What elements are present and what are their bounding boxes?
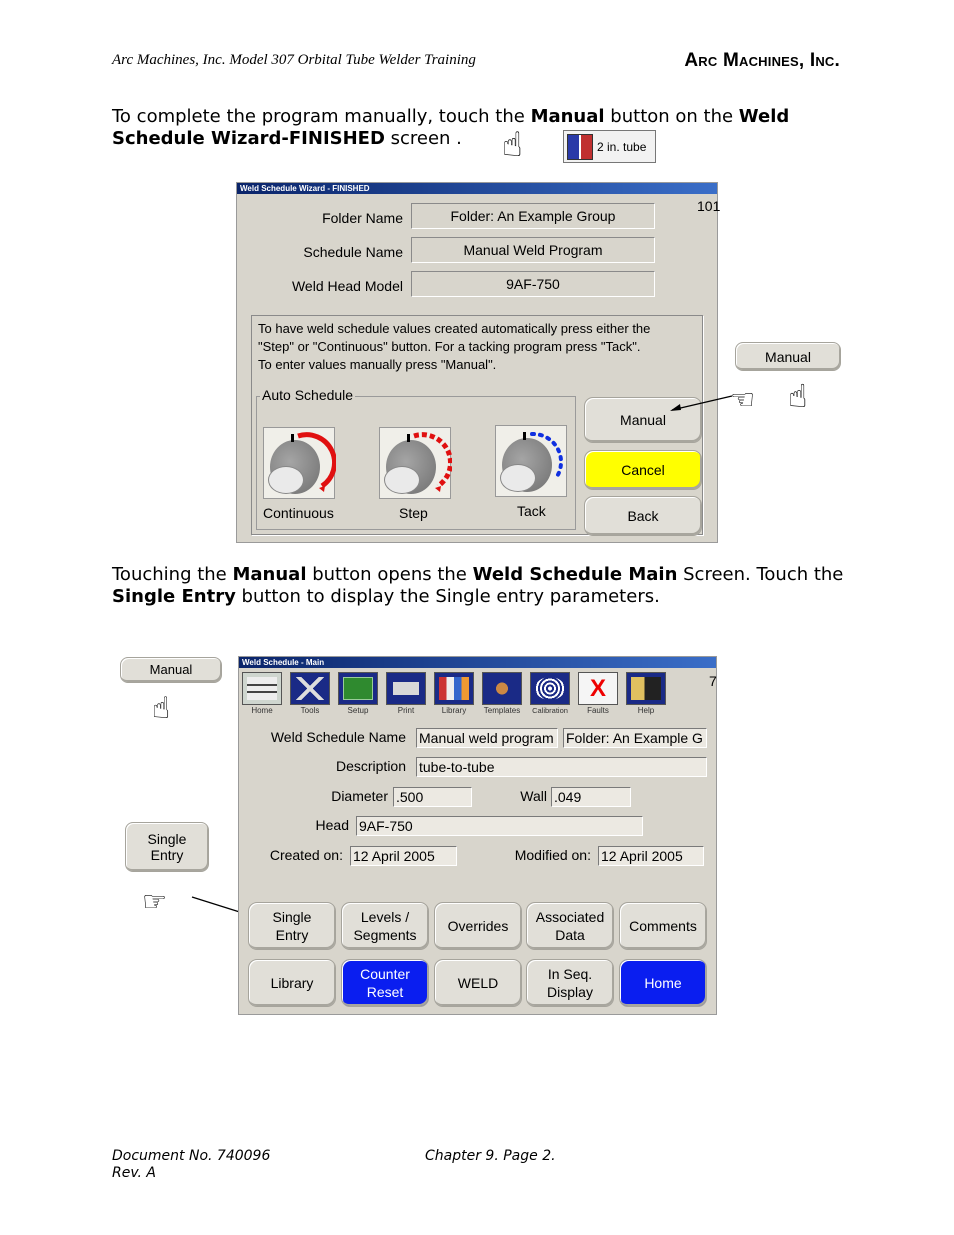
back-button[interactable]: Back	[584, 496, 702, 536]
help-icon[interactable]	[626, 672, 666, 705]
pointing-hand-icon: ☞	[142, 885, 168, 918]
schedule-name-field[interactable]: Manual Weld Program	[411, 237, 655, 263]
schedule-name-label: Schedule Name	[303, 244, 403, 260]
info-text: To have weld schedule values created automatically press either the "Step" or "Continuous" button. For a tacking program press "Tack". To enter values manually press "Manual".	[258, 321, 651, 372]
header-left: Arc Machines, Inc. Model 307 Orbital Tube Welder Training	[112, 52, 476, 68]
wizard-finished-window	[236, 182, 721, 543]
home-button[interactable]: Home	[619, 959, 707, 1007]
toolbar-label: Home	[251, 706, 273, 715]
touch-hand-icon: ☝	[152, 691, 171, 726]
comments-button[interactable]: Comments	[619, 902, 707, 950]
side-manual-button[interactable]: Manual	[735, 342, 841, 371]
weld-button[interactable]: WELD	[434, 959, 522, 1007]
setup-icon[interactable]	[338, 672, 378, 705]
folder-name-label: Folder Name	[322, 210, 403, 226]
in-seq-display-button[interactable]: In Seq. Display	[526, 959, 614, 1007]
toolbar-label: Templates	[483, 706, 521, 715]
associated-data-button[interactable]: Associated Data	[526, 902, 614, 950]
footer-document: Document No. 740096 Rev. A	[112, 1148, 271, 1181]
diameter-label: Diameter	[331, 788, 388, 804]
toolbar-label: Help	[637, 706, 655, 715]
calibration-icon[interactable]	[530, 672, 570, 705]
tack-label: Tack	[517, 503, 546, 519]
weld-head-model-field[interactable]: 9AF-750	[411, 271, 655, 297]
weld-head-model-label: Weld Head Model	[291, 278, 403, 294]
touch-hand-icon: ☝	[788, 377, 808, 415]
toolbar-label: Tools	[300, 706, 320, 715]
faults-icon[interactable]: X	[578, 672, 618, 705]
toolbar-label: Library	[441, 706, 467, 715]
description-field[interactable]: tube-to-tube	[416, 757, 707, 777]
description-label: Description	[335, 758, 406, 774]
weld-schedule-main-window	[238, 656, 717, 1015]
counter-reset-button[interactable]: Counter Reset	[341, 959, 429, 1007]
continuous-knob[interactable]	[263, 427, 335, 499]
step-arc-icon	[380, 428, 452, 500]
step-label: Step	[399, 505, 428, 521]
diameter-field[interactable]: .500	[393, 787, 472, 807]
overrides-button[interactable]: Overrides	[434, 902, 522, 950]
side-manual-button[interactable]: Manual	[120, 657, 222, 683]
pointing-hand-icon: ☜	[730, 383, 756, 416]
footer-chapter: Chapter 9. Page 2.	[425, 1148, 556, 1164]
toolbar-label: Faults	[587, 706, 609, 715]
auto-schedule-label: Auto Schedule	[262, 387, 354, 403]
main-title: Weld Schedule - Main	[239, 657, 716, 668]
toolbar-label: Calibration	[532, 706, 568, 715]
schedule-name-field[interactable]: Manual weld program	[416, 728, 558, 748]
single-entry-button[interactable]: Single Entry	[248, 902, 336, 950]
tack-knob[interactable]	[495, 425, 567, 497]
wall-label: Wall	[520, 788, 547, 804]
screen-number: 101	[697, 198, 721, 214]
touch-hand-icon: ☝	[502, 125, 523, 165]
book-icon	[567, 134, 593, 160]
instruction-paragraph-1: To complete the program manually, touch the Manual button on the Weld Schedule Wizard-FINISHED screen .	[112, 106, 790, 149]
tools-icon[interactable]	[290, 672, 330, 705]
continuous-label: Continuous	[263, 505, 334, 521]
print-icon[interactable]	[386, 672, 426, 705]
head-field[interactable]: 9AF-750	[356, 816, 643, 836]
created-on-label: Created on:	[269, 847, 343, 863]
header-company: Arc Machines, Inc.	[684, 50, 840, 71]
step-knob[interactable]	[379, 427, 451, 499]
side-single-entry-button[interactable]: Single Entry	[125, 822, 209, 872]
templates-icon[interactable]	[482, 672, 522, 705]
folder-name-field[interactable]: Folder: An Example Group	[411, 203, 655, 229]
schedule-tube-button[interactable]: 2 in. tube	[563, 130, 656, 163]
head-label: Head	[315, 817, 349, 833]
cancel-button[interactable]: Cancel	[584, 450, 702, 490]
wizard-title: Weld Schedule Wizard - FINISHED	[237, 183, 717, 194]
home-icon[interactable]	[242, 672, 282, 705]
wall-field[interactable]: .049	[551, 787, 631, 807]
levels-segments-button[interactable]: Levels / Segments	[341, 902, 429, 950]
continuous-arc-icon	[264, 428, 336, 500]
created-on-field[interactable]: 12 April 2005	[350, 846, 457, 866]
toolbar-label: Setup	[347, 706, 369, 715]
modified-on-field[interactable]: 12 April 2005	[598, 846, 704, 866]
toolbar-label: Print	[397, 706, 415, 715]
schedule-name-label: Weld Schedule Name	[270, 729, 406, 745]
manual-button[interactable]: Manual	[584, 397, 702, 443]
library-icon[interactable]	[434, 672, 474, 705]
modified-on-label: Modified on:	[514, 847, 591, 863]
library-button[interactable]: Library	[248, 959, 336, 1007]
pointer-arrow	[660, 392, 734, 416]
folder-field[interactable]: Folder: An Example G	[563, 728, 707, 748]
tack-arc-icon	[496, 426, 568, 498]
instruction-paragraph-2: Touching the Manual button opens the Weld Schedule Main Screen. Touch the Single Entry button to display the Single entry parameters.	[112, 564, 844, 607]
screen-number: 7	[709, 673, 717, 689]
